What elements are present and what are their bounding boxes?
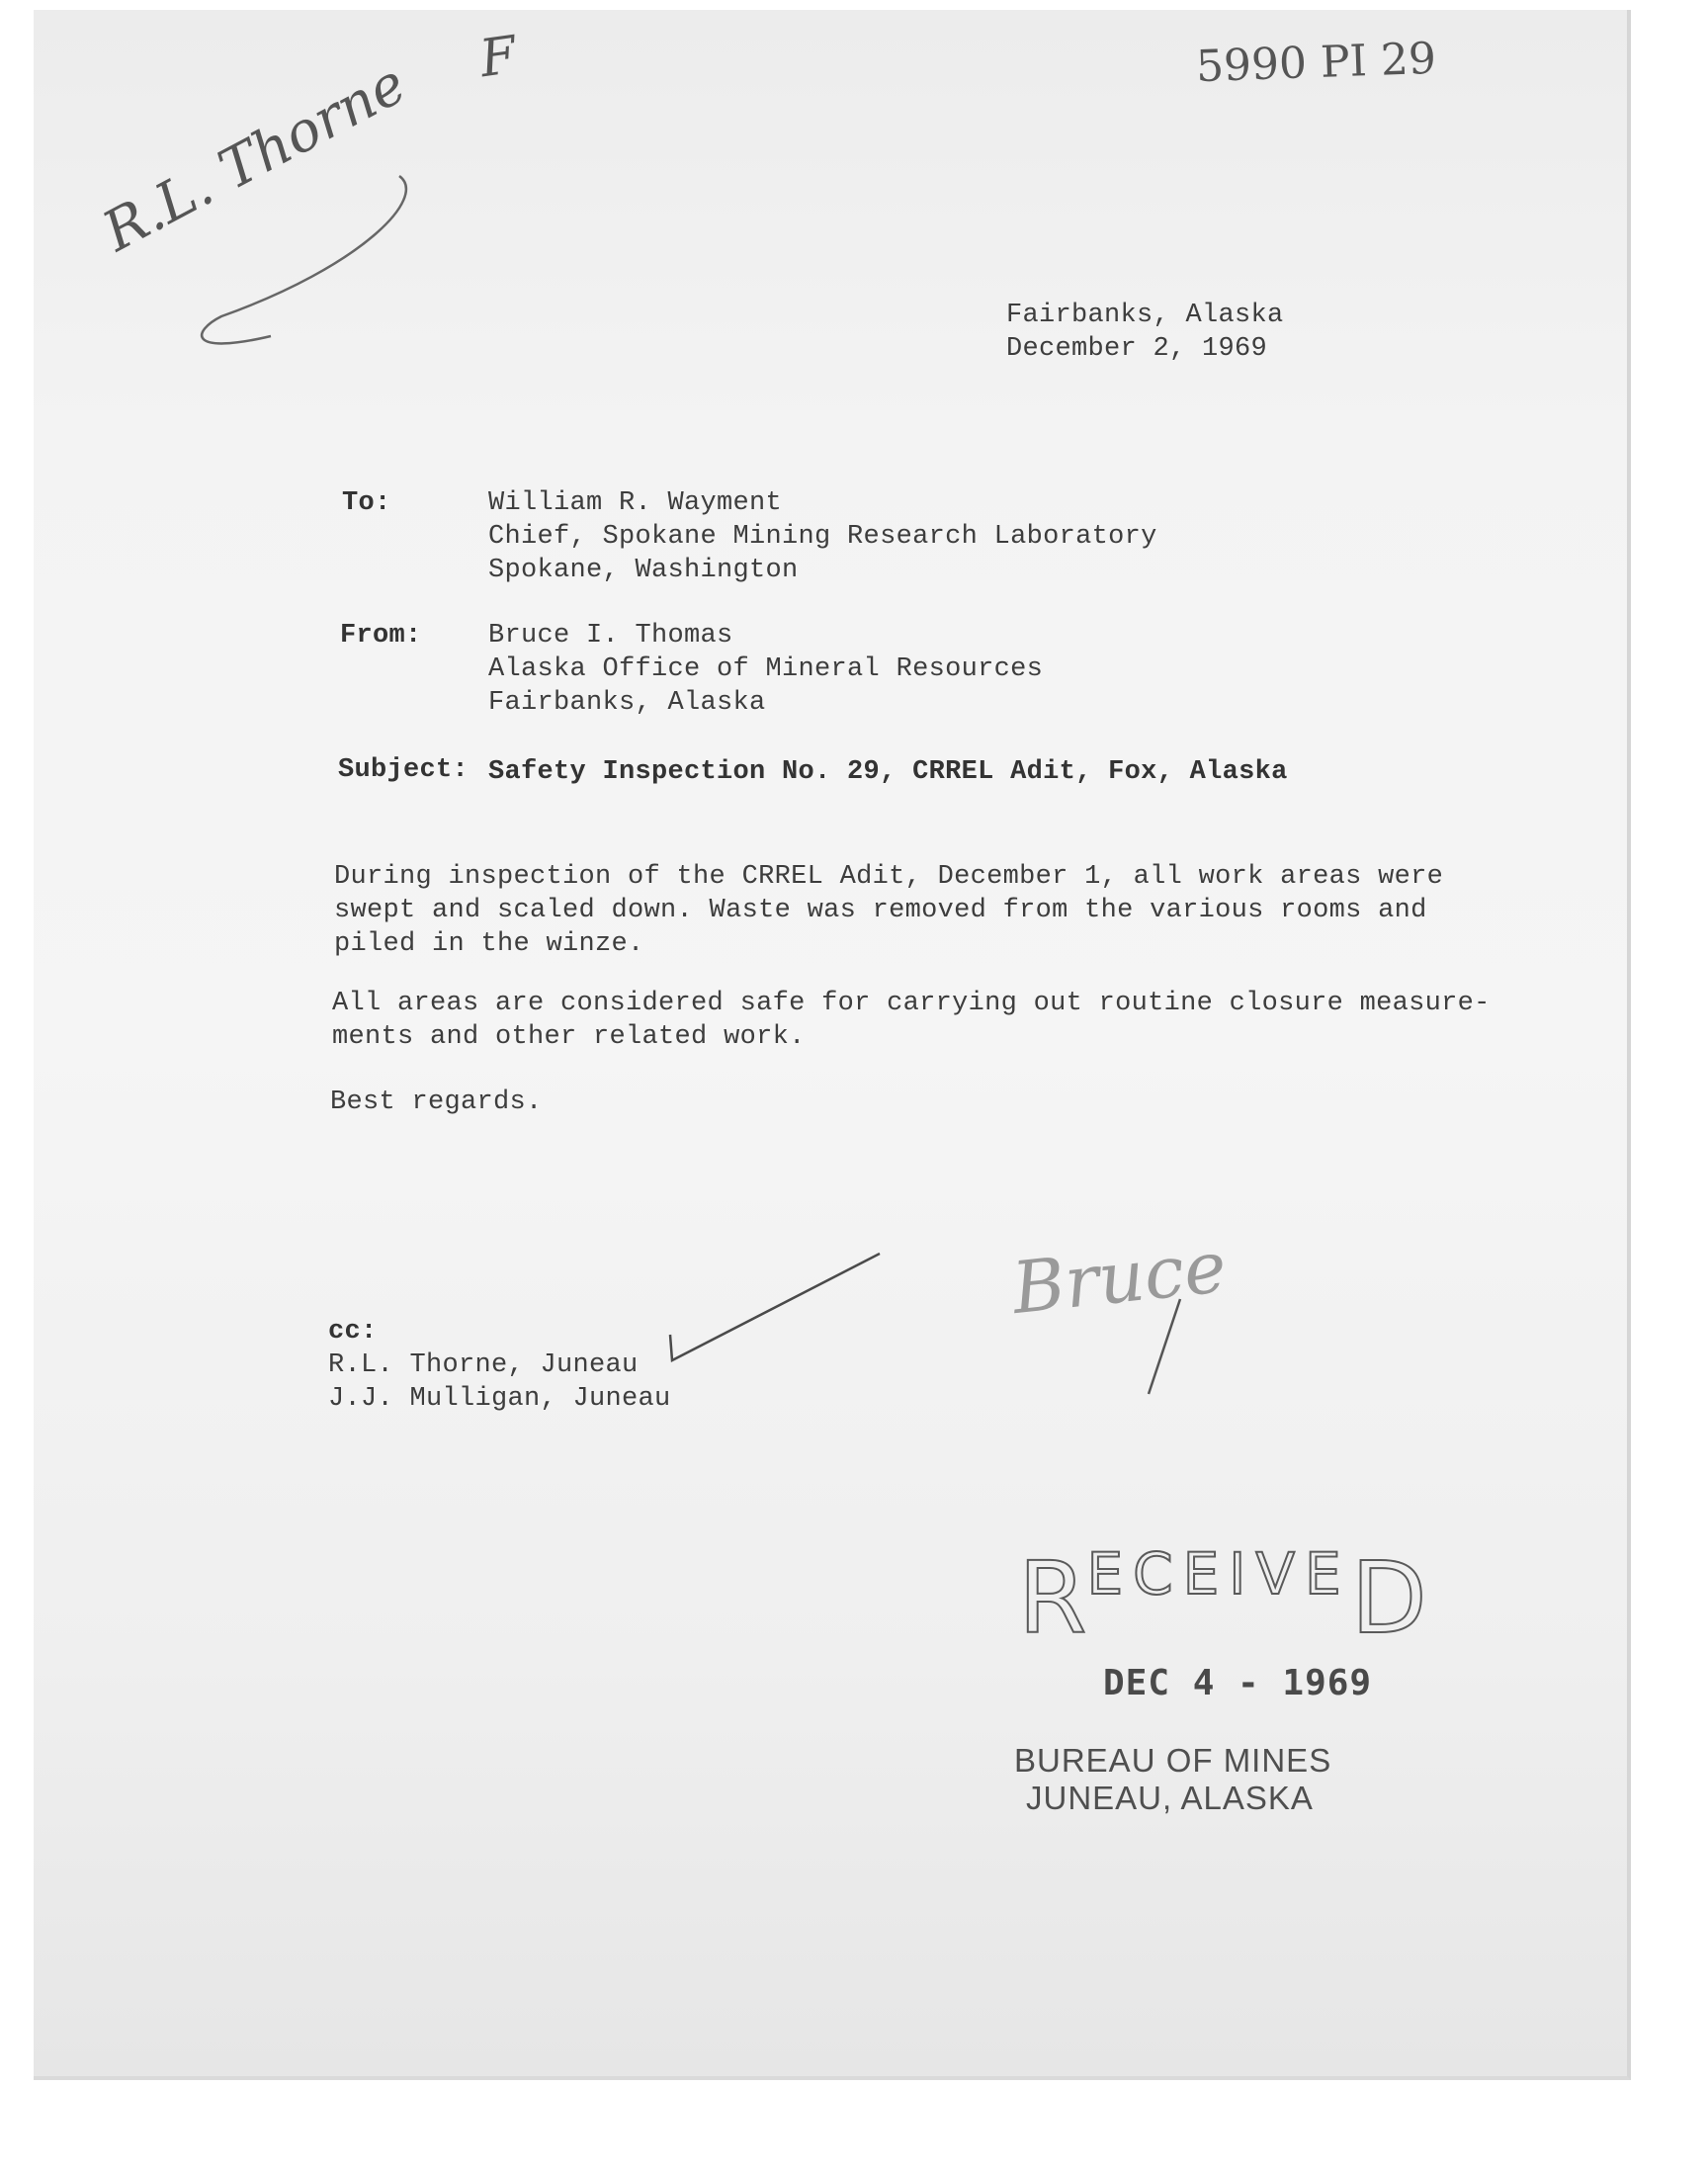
from-line-1: Bruce I. Thomas bbox=[488, 621, 733, 651]
to-line-1: William R. Wayment bbox=[488, 488, 783, 518]
signature-stroke bbox=[1141, 1295, 1200, 1404]
letter-date: December 2, 1969 bbox=[1006, 334, 1268, 364]
cc-label: cc: bbox=[328, 1317, 378, 1347]
body-paragraph-2: All areas are considered safe for carrying out routine closure measure-ments and other related work. bbox=[332, 989, 1491, 1052]
from-line-3: Fairbanks, Alaska bbox=[488, 688, 766, 718]
handwritten-signature: Bruce bbox=[1008, 1224, 1231, 1331]
stamp-letter-d: D bbox=[1350, 1540, 1427, 1656]
cc-line-2: J.J. Mulligan, Juneau bbox=[328, 1384, 671, 1414]
handwritten-file-code: 5990 PI 29 bbox=[1195, 33, 1437, 93]
stamp-org-line-1: BUREAU OF MINES bbox=[1014, 1742, 1332, 1779]
handwritten-underline-swoosh bbox=[182, 168, 429, 366]
body-paragraph-1: During inspection of the CRREL Adit, December 1, all work areas were swept and scaled down. Waste was removed from the various rooms and piled in the winze. bbox=[334, 862, 1444, 959]
to-line-3: Spokane, Washington bbox=[488, 556, 799, 585]
stamp-org-line-2: JUNEAU, ALASKA bbox=[1026, 1780, 1314, 1816]
handwritten-name-note: R.L. Thorne bbox=[93, 51, 417, 265]
letter-place: Fairbanks, Alaska bbox=[1006, 301, 1284, 330]
to-line-2: Chief, Spokane Mining Research Laboratory bbox=[488, 522, 1157, 552]
cc-line-1: R.L. Thorne, Juneau bbox=[328, 1350, 639, 1380]
stamp-letters-middle: ECEIVE bbox=[1086, 1540, 1351, 1608]
handwritten-check-mark bbox=[662, 1246, 899, 1374]
stamp-letter-r: R bbox=[1018, 1540, 1087, 1656]
from-label: From: bbox=[340, 621, 422, 651]
handwritten-top-mark: F bbox=[476, 25, 521, 90]
subject-label: Subject: bbox=[338, 755, 470, 785]
subject-text: Safety Inspection No. 29, CRREL Adit, Fox, Alaska bbox=[488, 757, 1288, 787]
from-line-2: Alaska Office of Mineral Resources bbox=[488, 654, 1044, 684]
document-page bbox=[34, 10, 1631, 2080]
closing: Best regards. bbox=[330, 1088, 543, 1117]
to-label: To: bbox=[342, 488, 391, 518]
stamp-date: DEC 4 - 1969 bbox=[1103, 1663, 1373, 1703]
received-stamp bbox=[1018, 1540, 1427, 1656]
